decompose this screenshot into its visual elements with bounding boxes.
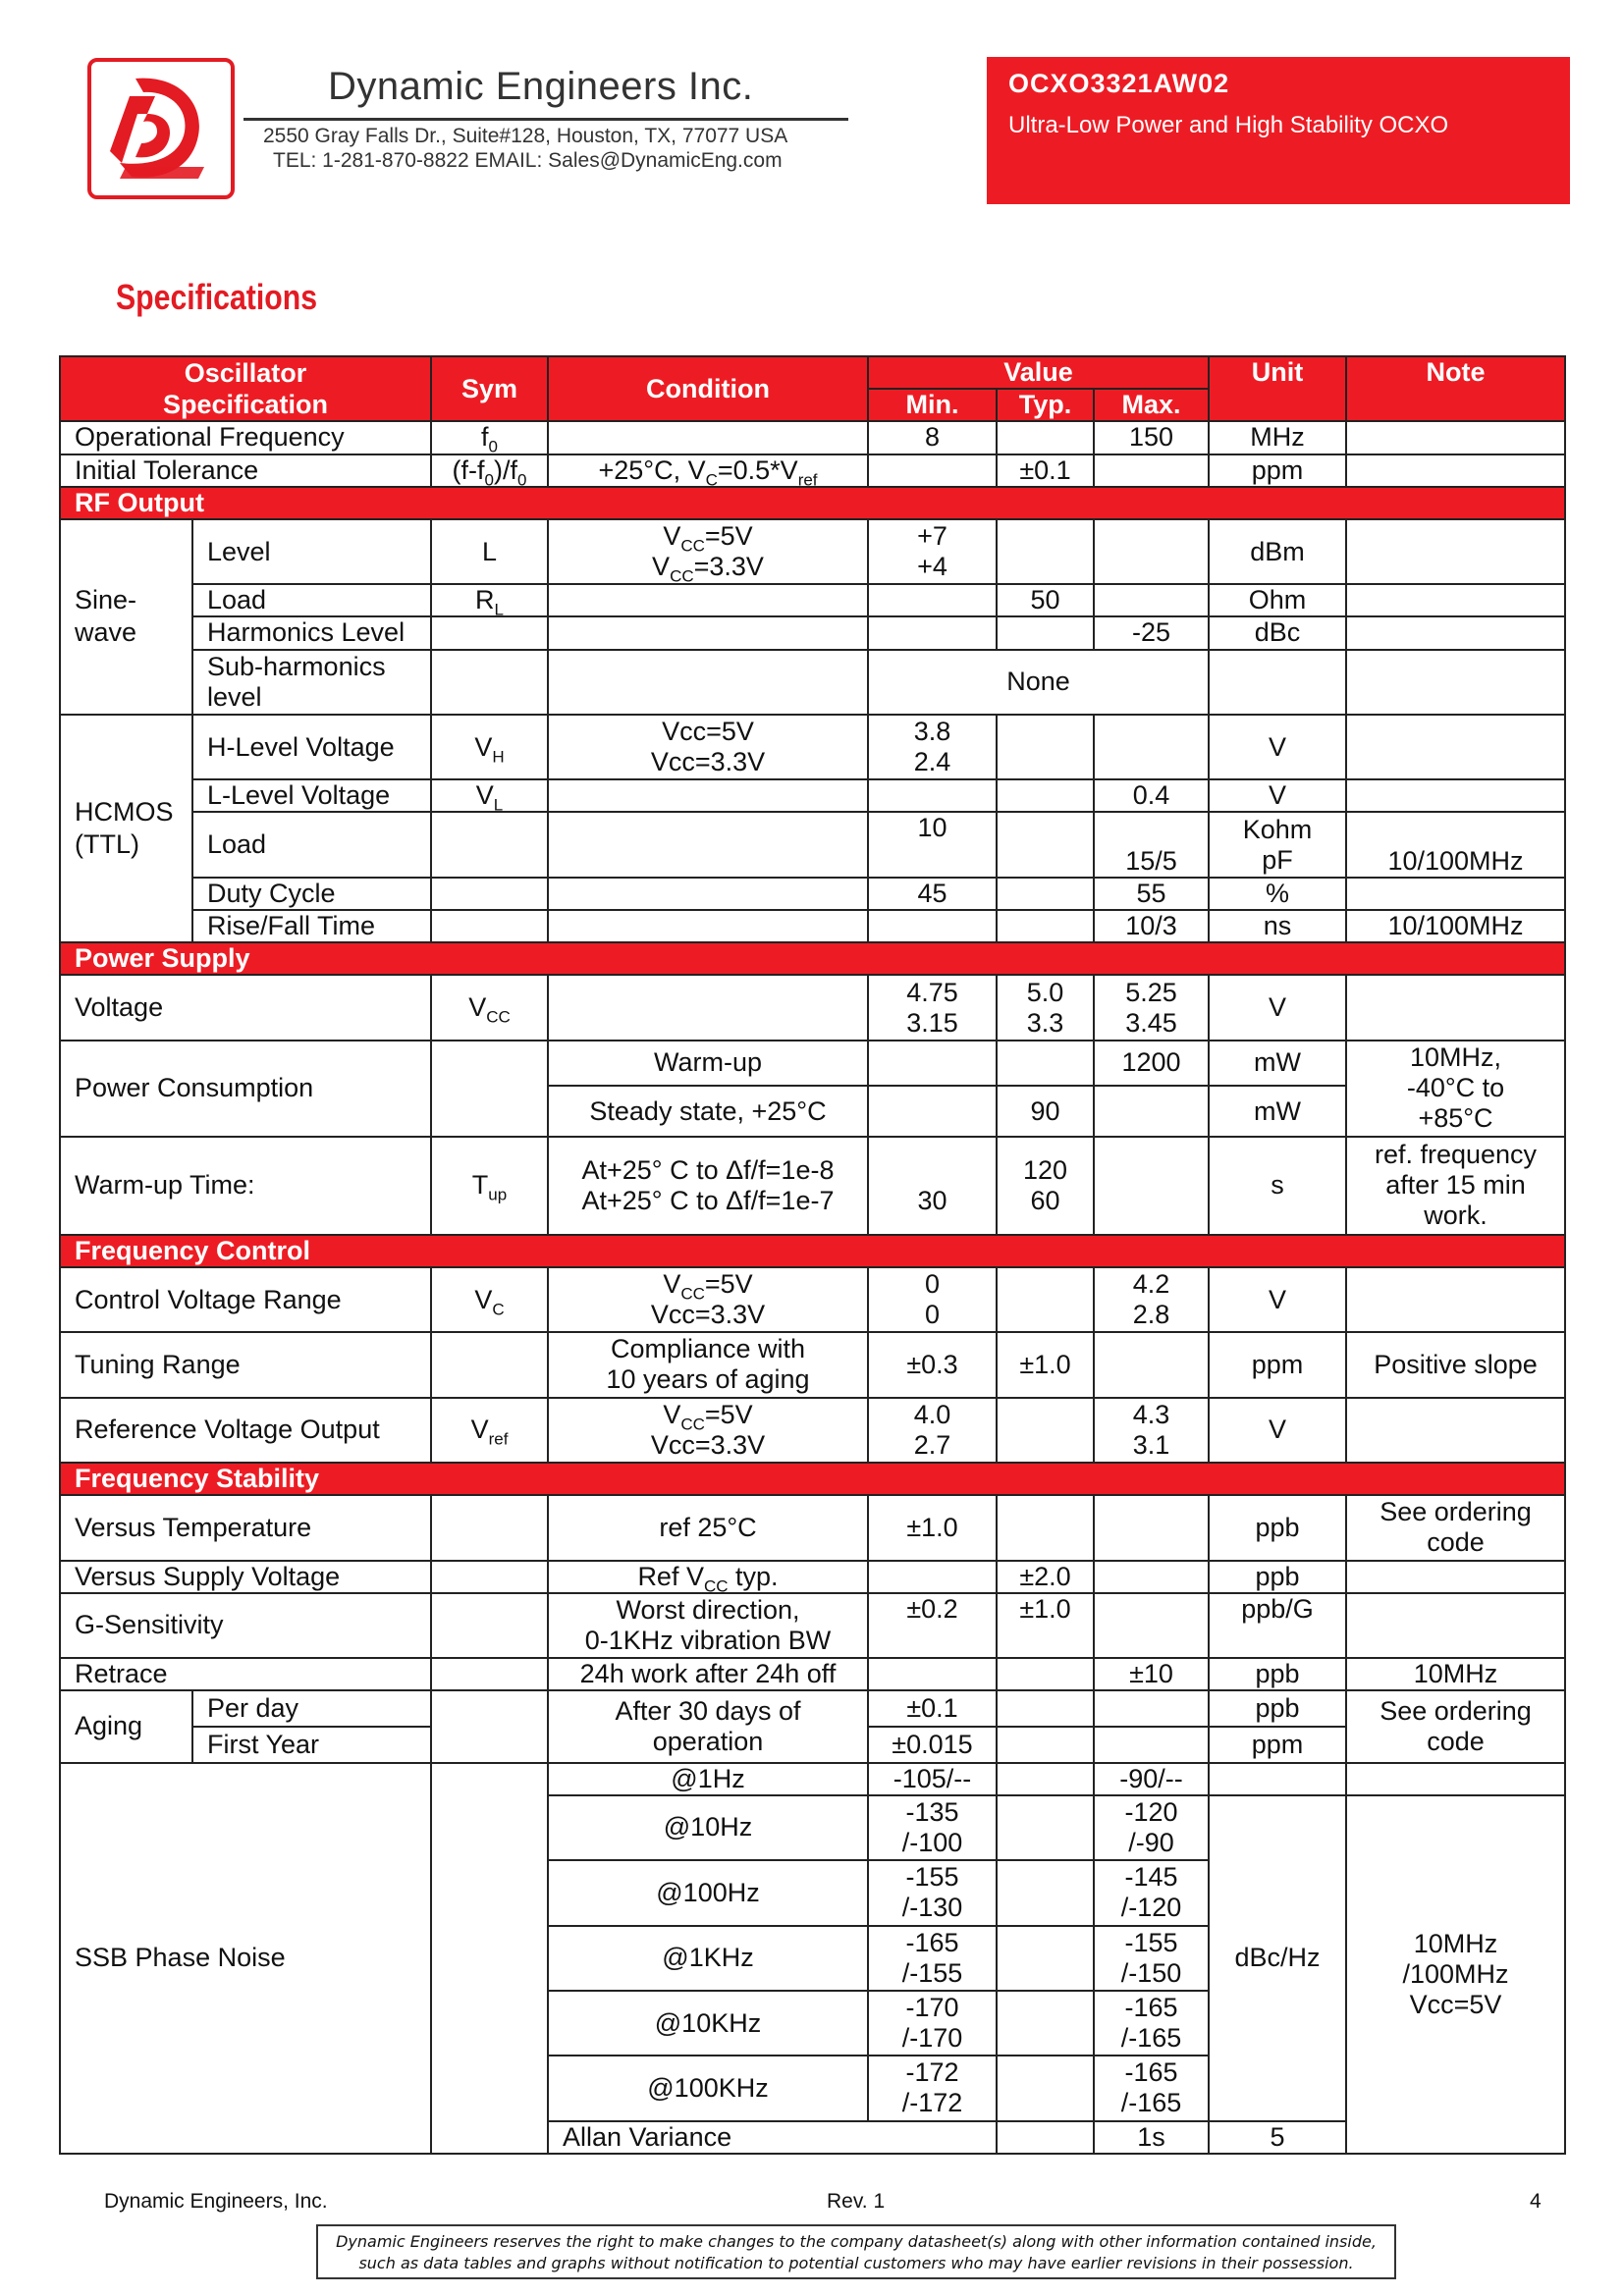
row-typ [997,1495,1094,1560]
row-label: Allan Variance [548,2121,997,2154]
row-max [1094,454,1209,487]
product-description: Ultra-Low Power and High Stability OCXO [1008,112,1449,138]
row-condition: Worst direction, 0-1KHz vibration BW [548,1593,868,1658]
row-typ [997,779,1094,812]
section-label: Frequency Control [60,1235,1565,1267]
row-max [1094,1495,1209,1560]
row-label: Harmonics Level [192,616,431,649]
section-label: Power Supply [60,942,1565,975]
row-note: 10/100MHz [1346,812,1565,877]
row-note [1346,1561,1565,1593]
spec-table [59,355,1566,2155]
row-sublabel: Per day [192,1690,431,1727]
row-condition [548,616,868,649]
row-label: Tuning Range [60,1332,431,1397]
table-row [60,975,1565,1040]
row-condition: $V_{CC}=5V$ Vcc=3.3V [548,1267,868,1332]
row-typ [997,812,1094,877]
row-min [868,454,997,487]
row-note [1346,421,1565,454]
row-typ: 5.0 3.3 [997,975,1094,1040]
row-condition: At+25° C to Δf/f=1e-8 At+25° C to Δf/f=1e-7 [548,1137,868,1235]
row-label: Load [192,584,431,616]
section-row-rf-output [60,487,1565,519]
header-min: Min. [868,389,997,421]
row-label: Reference Voltage Output [60,1398,431,1463]
row-condition: Warm-up [548,1041,868,1086]
group-hcmos: HCMOS (TTL) [60,715,192,942]
row-typ [997,1795,1094,1860]
row-condition: $V_{CC}=5V$ $V_{CC}=3.3V$ [548,519,868,584]
row-min [868,1658,997,1690]
row-min: 30 [868,1137,997,1235]
row-max [1094,715,1209,779]
row-condition [548,779,868,812]
row-note: 10MHz [1346,1658,1565,1690]
row-label: SSB Phase Noise [60,1763,431,2154]
row-unit: V [1209,779,1346,812]
section-label: RF Output [60,487,1565,519]
row-unit: dBc [1209,616,1346,649]
header-max: Max. [1094,389,1209,421]
phase-noise-min: -172 /-172 [868,2056,997,2120]
company-address: 2550 Gray Falls Dr., Suite#128, Houston, TX, 77077 USA [263,125,788,147]
row-label: Initial Tolerance [60,454,431,487]
row-typ [997,1658,1094,1690]
row-condition: $V_{CC}=5V$ Vcc=3.3V [548,1398,868,1463]
header-spec: Oscillator Specification [60,356,431,421]
row-condition: Ref $V_{CC}$ typ. [548,1561,868,1593]
row-label: Rise/Fall Time [192,910,431,942]
row-sym: L [431,519,548,584]
row-unit: ppb [1209,1658,1346,1690]
row-max [1094,1086,1209,1137]
row-sym [431,910,548,942]
row-condition [548,910,868,942]
row-condition: After 30 days of operation [548,1690,868,1762]
row-sym: $f_0$ [431,421,548,454]
table-row [60,1137,1565,1235]
row-unit: V [1209,715,1346,779]
table-row [60,779,1565,812]
row-label: Retrace [60,1658,431,1690]
row-min: 5 [1209,2121,1346,2154]
row-sym [431,1690,548,1762]
row-min [868,1041,997,1086]
row-note: 10/100MHz [1346,910,1565,942]
row-unit: mW [1209,1041,1346,1086]
row-note: Positive slope [1346,1332,1565,1397]
phase-noise-offset: @1KHz [548,1926,868,1991]
table-row [60,584,1565,616]
header-note-blank [1346,389,1565,421]
header-divider [243,118,848,121]
row-typ [997,421,1094,454]
row-unit: Kohm pF [1209,812,1346,877]
header-condition: Condition [548,356,868,421]
disclaimer-box [316,2224,1396,2279]
row-sublabel: First Year [192,1727,431,1762]
table-row [60,1763,1565,1795]
row-max: ±10 [1094,1658,1209,1690]
row-sym [431,812,548,877]
table-row [60,1561,1565,1593]
table-row [60,1495,1565,1560]
row-condition: ref 25°C [548,1495,868,1560]
table-row [60,421,1565,454]
row-min: 4.0 2.7 [868,1398,997,1463]
row-typ [997,1763,1094,1795]
row-condition [548,812,868,877]
row-min: ±0.1 [868,1690,997,1727]
row-typ: 50 [997,584,1094,616]
row-max: 4.2 2.8 [1094,1267,1209,1332]
company-name: Dynamic Engineers Inc. [328,65,754,108]
row-sym: $T_{up}$ [431,1137,548,1235]
row-max [1094,1137,1209,1235]
section-label: Frequency Stability [60,1463,1565,1495]
row-max: 5.25 3.45 [1094,975,1209,1040]
section-row-frequency-control [60,1235,1565,1267]
row-sym: $V_{CC}$ [431,975,548,1040]
row-note [1346,519,1565,584]
row-label: Duty Cycle [192,878,431,910]
row-sym: $V_H$ [431,715,548,779]
row-sym: $V_C$ [431,1267,548,1332]
section-row-power-supply [60,942,1565,975]
table-row [60,454,1565,487]
row-condition [548,584,868,616]
row-label: Sub-harmonics level [192,650,431,715]
row-max: 0.4 [1094,779,1209,812]
row-min: ±1.0 [868,1495,997,1560]
table-row [60,878,1565,910]
row-label: Versus Temperature [60,1495,431,1560]
row-note [1346,650,1565,715]
row-min [868,616,997,649]
table-row [60,519,1565,584]
row-condition: Compliance with 10 years of aging [548,1332,868,1397]
row-sym [431,878,548,910]
row-note [1346,1763,1565,1795]
row-min [868,1561,997,1593]
row-sym [431,1593,548,1658]
row-condition: 1s [1094,2121,1209,2154]
row-min: ±0.3 [868,1332,997,1397]
row-label: Load [192,812,431,877]
phase-noise-max: -145 /-120 [1094,1860,1209,1925]
header-value: Value [868,356,1209,389]
row-note [1346,584,1565,616]
row-min: 45 [868,878,997,910]
row-max: 1200 [1094,1041,1209,1086]
company-contact: TEL: 1-281-870-8822 EMAIL: Sales@DynamicEng.com [273,149,783,172]
row-typ [997,1727,1094,1762]
section-row-frequency-stability [60,1463,1565,1495]
row-sym [431,1041,548,1138]
header-unit-blank [1209,389,1346,421]
row-label: Voltage [60,975,431,1040]
row-typ: ±1.0 [997,1593,1094,1658]
row-label: Aging [60,1690,192,1762]
row-sym [431,650,548,715]
table-header-row [60,356,1565,389]
row-note [1346,1593,1565,1658]
table-row [60,1041,1565,1086]
row-unit: ppm [1209,454,1346,487]
row-unit: V [1209,1267,1346,1332]
row-condition: Steady state, +25°C [548,1086,868,1137]
header-sym: Sym [431,356,548,421]
page-number: 4 [1530,2190,1542,2213]
phase-noise-unit: dBc/Hz [1209,1795,1346,2121]
disclaimer-line: Dynamic Engineers reserves the right to make changes to the company datasheet(s) along with other information contained inside, [336,2232,1377,2251]
row-note [1346,1398,1565,1463]
row-sym [431,1495,548,1560]
row-min: 8 [868,421,997,454]
row-typ [997,715,1094,779]
row-unit: MHz [1209,421,1346,454]
table-row [60,1332,1565,1397]
row-note: 10MHz, -40°C to +85°C [1346,1041,1565,1138]
row-label: Power Consumption [60,1041,431,1138]
header-note: Note [1346,356,1565,389]
row-note [1346,715,1565,779]
row-typ: ±1.0 [997,1332,1094,1397]
row-typ [997,616,1094,649]
row-typ [997,1991,1094,2056]
footer-company: Dynamic Engineers, Inc. [104,2190,328,2213]
row-max: -25 [1094,616,1209,649]
row-unit: ppb/G [1209,1593,1346,1658]
row-typ [997,1041,1094,1086]
row-condition: +25°C, $V_C=0.5*V_{ref}$ [548,454,868,487]
row-typ [997,1860,1094,1925]
row-unit: mW [1209,1086,1346,1137]
row-label: Versus Supply Voltage [60,1561,431,1593]
group-sinewave: Sine- wave [60,519,192,715]
row-sym [431,1332,548,1397]
row-min [868,779,997,812]
table-row [60,910,1565,942]
phase-noise-min: -165 /-155 [868,1926,997,1991]
row-note [1346,975,1565,1040]
row-unit: V [1209,1398,1346,1463]
row-sym: $(f-f_0)/f_0$ [431,454,548,487]
row-typ: ±2.0 [997,1561,1094,1593]
row-note [1346,779,1565,812]
row-label: Level [192,519,431,584]
row-label: Control Voltage Range [60,1267,431,1332]
phase-noise-offset: @100Hz [548,1860,868,1925]
row-note: See ordering code [1346,1495,1565,1560]
row-sym [431,1561,548,1593]
row-sym: $R_L$ [431,584,548,616]
row-min [868,910,997,942]
row-min [868,584,997,616]
row-max: 150 [1094,421,1209,454]
phase-noise-offset: @10Hz [548,1795,868,1860]
row-condition [548,650,868,715]
table-row [60,1658,1565,1690]
header-unit: Unit [1209,356,1346,389]
product-banner [987,57,1570,204]
row-unit: ppb [1209,1495,1346,1560]
table-row [60,1690,1565,1727]
row-label: Operational Frequency [60,421,431,454]
row-note: ref. frequency after 15 min work. [1346,1137,1565,1235]
section-heading: Specifications [116,277,318,317]
table-row [60,1593,1565,1658]
row-min [868,1086,997,1137]
row-unit: ppb [1209,1690,1346,1727]
row-max: 55 [1094,878,1209,910]
phase-noise-min: -105/-- [868,1763,997,1795]
row-max [1094,584,1209,616]
row-typ [997,519,1094,584]
row-note [1346,1267,1565,1332]
row-typ [997,1926,1094,1991]
phase-noise-min: -155 /-130 [868,1860,997,1925]
row-label: L-Level Voltage [192,779,431,812]
table-row [60,1267,1565,1332]
row-max: 4.3 3.1 [1094,1398,1209,1463]
row-typ [997,1398,1094,1463]
table-row [60,715,1565,779]
row-sym [431,1658,548,1690]
footer-revision: Rev. 1 [827,2190,886,2213]
row-max [1094,1690,1209,1727]
row-typ: 120 60 [997,1137,1094,1235]
row-unit: V [1209,975,1346,1040]
row-note: See ordering code [1346,1690,1565,1762]
row-min: 4.75 3.15 [868,975,997,1040]
row-label: H-Level Voltage [192,715,431,779]
row-typ: 90 [997,1086,1094,1137]
row-sym: $V_L$ [431,779,548,812]
row-min: ±0.015 [868,1727,997,1762]
table-row [60,650,1565,715]
row-unit: ns [1209,910,1346,942]
row-typ [997,1690,1094,1727]
row-typ [997,2056,1094,2120]
company-logo [86,57,236,200]
row-condition [548,421,868,454]
row-unit: % [1209,878,1346,910]
phase-noise-min: -170 /-170 [868,1991,997,2056]
row-min: 3.8 2.4 [868,715,997,779]
phase-noise-max: -90/-- [1094,1763,1209,1795]
row-max [1094,1727,1209,1762]
phase-noise-max: -165 /-165 [1094,2056,1209,2120]
row-note [1346,616,1565,649]
row-typ [997,1267,1094,1332]
row-max: 10/3 [1094,910,1209,942]
row-label: G-Sensitivity [60,1593,431,1658]
table-row [60,812,1565,877]
product-code: OCXO3321AW02 [1008,69,1230,98]
phase-noise-offset: @1Hz [548,1763,868,1795]
row-min: 0 0 [868,1267,997,1332]
row-unit: ppm [1209,1727,1346,1762]
row-unit: s [1209,1137,1346,1235]
phase-noise-offset: @10KHz [548,1991,868,2056]
row-unit [1209,1763,1346,1795]
row-max [1094,1561,1209,1593]
row-typ [997,910,1094,942]
row-condition: 24h work after 24h off [548,1658,868,1690]
row-max [1094,519,1209,584]
header-typ: Typ. [997,389,1094,421]
row-label: Warm-up Time: [60,1137,431,1235]
row-unit [1209,650,1346,715]
row-max [1094,1593,1209,1658]
row-value: None [868,650,1209,715]
disclaimer-line: such as data tables and graphs without notification to potential customers who may have earlier revisions in their possession. [358,2254,1354,2272]
row-note [1346,878,1565,910]
row-max [1094,1332,1209,1397]
phase-noise-offset: @100KHz [548,2056,868,2120]
phase-noise-max: -165 /-165 [1094,1991,1209,2056]
row-min: +7 +4 [868,519,997,584]
row-note [1346,454,1565,487]
phase-noise-note: 10MHz /100MHz Vcc=5V [1346,1795,1565,2154]
row-sym [431,616,548,649]
phase-noise-max: -155 /-150 [1094,1926,1209,1991]
row-unit: ppb [1209,1561,1346,1593]
row-condition [548,878,868,910]
row-typ: ±0.1 [997,454,1094,487]
row-min: ±0.2 [868,1593,997,1658]
row-condition: Vcc=5V Vcc=3.3V [548,715,868,779]
phase-noise-max: -120 /-90 [1094,1795,1209,1860]
table-row [60,1398,1565,1463]
table-row [60,616,1565,649]
row-sym: $V_{ref}$ [431,1398,548,1463]
row-sym [431,1763,548,2154]
row-sym [997,2121,1094,2154]
row-condition [548,975,868,1040]
row-unit: Ohm [1209,584,1346,616]
row-min: 10 [868,812,997,877]
row-unit: dBm [1209,519,1346,584]
row-unit: ppm [1209,1332,1346,1397]
row-typ [997,878,1094,910]
phase-noise-min: -135 /-100 [868,1795,997,1860]
row-max: 15/5 [1094,812,1209,877]
